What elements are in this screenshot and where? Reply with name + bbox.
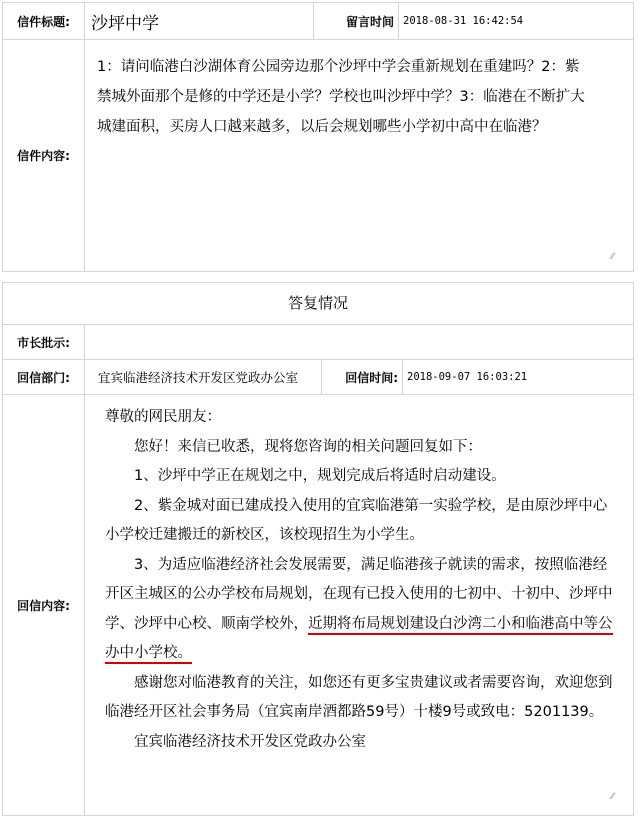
message-time-value: 2018-08-31 16:42:54 <box>403 15 524 27</box>
reply-content-row <box>3 395 633 815</box>
dept-row <box>3 360 633 395</box>
letter-title-row <box>3 3 633 40</box>
reply-point-3-highlight: 近期将布局规划建设白沙湾二小和临港高中等公办中小学校。 <box>105 616 613 665</box>
reply-header-row <box>3 283 633 325</box>
letter-title-value: 沙坪中学 <box>91 13 159 34</box>
reply-greeting: 尊敬的网民朋友： <box>105 409 221 425</box>
letter-content-line: 城建面积，买房人口越来越多，以后会规划哪些小学初中高中在临港？ <box>97 119 547 135</box>
reply-intro: 您好！来信已收悉，现将您咨询的相关问题回复如下： <box>134 438 482 455</box>
reply-closing: 感谢您对临港教育的关注，如您还有更多宝贵建议或者需要咨询，欢迎您到临港经开区社会事务局（宜宾南岸酒都路59号）十楼9号或致电：5201139。 <box>105 674 613 720</box>
mayor-label: 市长批示: <box>3 325 85 359</box>
resize-handle-icon[interactable]: ⁄⁄ <box>611 252 615 262</box>
letter-content-label: 信件内容: <box>3 40 85 271</box>
letter-content-line: 禁城外面那个是修的中学还是小学？学校也叫沙坪中学？3：临港在不断扩大 <box>97 89 585 105</box>
reply-section-title: 答复情况 <box>287 294 348 312</box>
reply-table <box>2 282 634 816</box>
mayor-row <box>3 325 633 360</box>
reply-content-label: 回信内容: <box>3 395 85 815</box>
reply-point-2: 2、紫金城对面已建成投入使用的宜宾临港第一实验学校，是由原沙坪中心小学校迁建搬迁的新校区，该校现招生为小学生。 <box>105 497 608 543</box>
letter-content-line: 1：请问临港白沙湖体育公园旁边那个沙坪中学会重新规划在重建吗？2：紫 <box>97 59 580 75</box>
reply-point-3-text: 3、为适应临港经济社会发展需要，满足临港孩子就读的需求，按照临港经开区主城区的公办学校布局规划，在现有已投入使用的七初中、十初中、沙坪中学、沙坪中心校、顺南学校外， <box>105 556 613 632</box>
dept-value: 宜宾临港经济技术开发区党政办公室 <box>98 370 299 385</box>
reply-point-3 <box>105 551 621 669</box>
reply-signature: 宜宾临港经济技术开发区党政办公室 <box>134 733 366 750</box>
letter-content-textarea[interactable] <box>85 40 633 271</box>
reply-time-label: 回信时间: <box>321 360 403 394</box>
message-time-label: 留言时间 <box>313 3 399 39</box>
letter-title-label: 信件标题: <box>3 3 85 39</box>
mayor-value <box>85 325 633 359</box>
resize-handle-icon[interactable]: ⁄⁄ <box>611 792 615 802</box>
letter-content-row <box>3 40 633 271</box>
reply-time-value: 2018-09-07 16:03:21 <box>407 371 528 383</box>
dept-label: 回信部门: <box>3 360 85 394</box>
letter-table <box>2 2 634 272</box>
reply-point-1: 1、沙坪中学正在规划之中，规划完成后将适时启动建设。 <box>134 468 506 484</box>
reply-content-textarea[interactable] <box>85 395 633 815</box>
